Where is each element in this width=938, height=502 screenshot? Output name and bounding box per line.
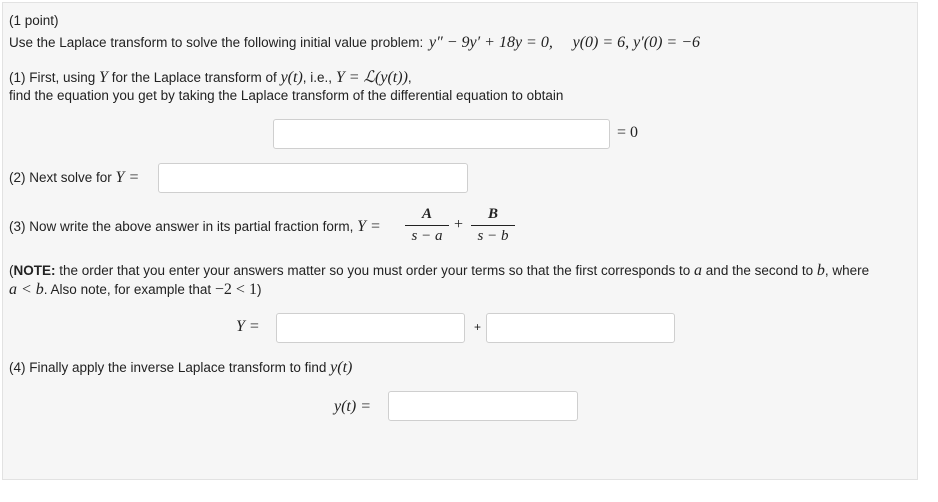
part1-text-b: for the Laplace transform of [111, 70, 277, 85]
part1-text-a: (1) First, using [9, 70, 96, 85]
note-a: a [694, 262, 703, 279]
note-text3: , where [824, 263, 870, 278]
fraction-a-numerator: A [421, 206, 432, 222]
fraction-a [405, 206, 449, 245]
inverse-laplace-input[interactable] [388, 391, 578, 421]
part1-text-c: , i.e., [302, 70, 333, 85]
fraction-b [471, 206, 515, 245]
problem-intro: Use the Laplace transform to solve the following initial value problem: [9, 35, 424, 50]
ode-equation: y″ − 9y′ + 18y = 0, [428, 34, 553, 51]
partial-term1-input[interactable] [276, 313, 465, 343]
fraction-b-numerator: B [487, 206, 498, 222]
fraction-a-bar [405, 225, 449, 226]
partial-y-label: Y = [236, 318, 260, 335]
note-line1 [9, 262, 869, 280]
problem-statement [9, 34, 700, 52]
part1-definition: Y = ℒ(y(t)) [335, 69, 408, 86]
part2-line [9, 169, 139, 187]
fraction-b-denominator: s − b [477, 228, 509, 244]
yt-label: y(t) = [334, 398, 371, 415]
initial-conditions: y(0) = 6, y′(0) = −6 [572, 34, 701, 51]
note-close-paren: ) [256, 282, 262, 297]
note-open-paren: ( [9, 263, 14, 278]
note-example: −2 < 1 [214, 281, 257, 298]
part3-var: Y = [357, 218, 381, 235]
points-label: (1 point) [9, 13, 59, 28]
part3-label: (3) Now write the above answer in its partial fraction form, [9, 219, 354, 234]
part3-line [9, 218, 381, 236]
note-text4: . Also note, for example that [43, 282, 215, 297]
part1-var-y: Y [99, 69, 108, 86]
partial-term2-input[interactable] [486, 313, 675, 343]
note-condition: a < b [9, 281, 44, 298]
note-text2: and the second to [702, 263, 817, 278]
solve-y-input[interactable] [158, 163, 468, 193]
equals-zero-label: = 0 [617, 124, 639, 141]
part4-line [9, 359, 352, 377]
partial-plus-label: + [474, 320, 482, 334]
note-b: b [816, 262, 825, 279]
part1-line1 [9, 67, 412, 87]
part2-var: Y = [115, 169, 140, 186]
part1-y-of-t: y(t) [280, 69, 303, 86]
note-bold-label: NOTE: [13, 263, 56, 278]
laplace-equation-input[interactable] [273, 119, 610, 149]
part1-line2: find the equation you get by taking the Laplace transform of the differential equation to obtain [9, 88, 564, 103]
part2-label: (2) Next solve for [9, 170, 112, 185]
part4-label: (4) Finally apply the inverse Laplace transform to find [9, 360, 327, 375]
fraction-b-bar [471, 225, 515, 226]
part1-text-d: , [407, 70, 412, 85]
note-text1: the order that you enter your answers matter so you must order your terms so that the first corresponds to [55, 263, 695, 278]
note-line2 [9, 281, 261, 299]
fraction-a-denominator: s − a [411, 228, 443, 244]
fraction-plus: + [454, 216, 464, 233]
part4-y-of-t: y(t) [330, 359, 353, 376]
